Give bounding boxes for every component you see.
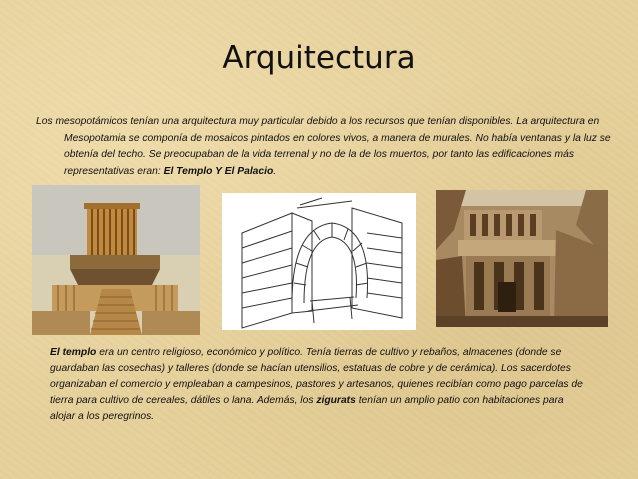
zigurats-term: zigurats	[316, 395, 356, 406]
temple-text-1: era un centro religioso, económico y político. Tenía tierras de cultivo y rebaños, almacenes (donde se guardaban las cosechas) y talleres (donde se hacían utensilios, estatuas de cobre y de cerámica). Los sacerdotes organizaban el comercio y empleaban a campesinos, pastores y artesanos, quienes recibían como pago parcelas de tierra para cultivo de cereales, dátiles o lana. Además, los	[50, 347, 583, 406]
temple-text-2: tenían un amplio patio con habitaciones para alojar a los peregrinos.	[50, 395, 564, 422]
temple-illustration	[32, 185, 200, 335]
temple-paragraph	[50, 345, 590, 425]
arch-diagram	[222, 193, 416, 330]
intro-text: Los mesopotámicos tenían una arquitectura muy particular debido a los recursos que tenían disponibles. La arquitectura en Mesopotamia se componía de mosaicos pintados en colores vivos, a manera de murales. No había ventanas y la luz se obtenía del techo. Se preocupaban de la vida terrenal y no de la de los muertos, por tanto las edificaciones más representativas eran:	[36, 116, 611, 177]
intro-highlight: El Templo Y El Palacio	[163, 165, 274, 177]
intro-end: .	[273, 165, 277, 177]
temple-term: El templo	[50, 347, 97, 358]
rock-palace-photo	[436, 190, 608, 327]
slide-title: Arquitectura	[222, 40, 416, 76]
intro-paragraph	[36, 114, 638, 180]
